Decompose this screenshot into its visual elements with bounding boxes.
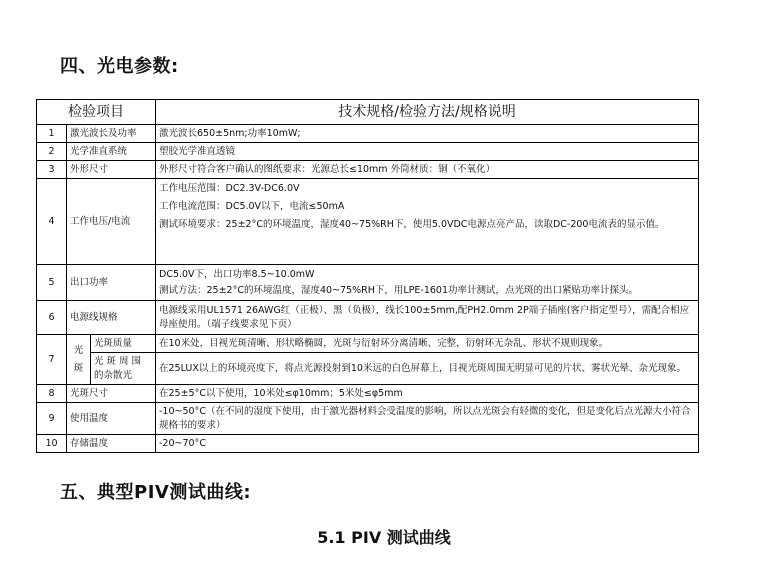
table-row (37, 385, 699, 403)
row-spec: 塑胶光学准直透镜 (156, 143, 699, 161)
row-spec: -20~70°C (156, 435, 699, 453)
row-subitem: 光斑质量 (91, 335, 156, 353)
section-4-title: 四、光电参数: (60, 56, 179, 77)
table-row (37, 435, 699, 453)
row-spec (156, 265, 699, 301)
spec-text: 电源线采用UL1571 26AWG红（正极）、黑（负极），线长100±5mm,配PH2.0mm 2P端子插座(客户指定型号），需配合相应母座使用。（端子线要求见下页） (159, 304, 690, 330)
row-spec (156, 403, 699, 435)
row-item: 存储温度 (67, 435, 156, 453)
row-item: 使用温度 (67, 403, 156, 435)
row-item: 工作电压/电流 (67, 179, 156, 265)
row-spec: 外形尺寸符合客户确认的图纸要求：光源总长≤10mm 外筒材质：铜（不氧化） (156, 161, 699, 179)
table-row (37, 353, 699, 385)
row-number: 10 (37, 435, 67, 453)
row-number: 3 (37, 161, 67, 179)
row-number: 1 (37, 125, 67, 143)
row-spec (156, 301, 699, 335)
spec-line: 测试方法：25±2°C的环境温度，湿度40~75%RH下，用LPE-1601功率计测试，点光斑的出口紧贴功率计探头。 (159, 284, 639, 296)
header-spec: 技术规格/检验方法/规格说明 (156, 100, 699, 125)
row-item: 光斑尺寸 (67, 385, 156, 403)
row-spec: 在10米处，目视光斑清晰、形状略椭圆，光斑与衍射环分离清晰、完整，衍射环无杂乱、形状不规则现象。 (156, 335, 699, 353)
group-text: 光斑 (73, 344, 84, 374)
spec-line: 工作电压范围：DC2.3V-DC6.0V (159, 183, 300, 194)
spec-line: 工作电流范围：DC5.0V以下，电流≤50mA (159, 201, 345, 212)
row-item: 光学准直系统 (67, 143, 156, 161)
row-group-label (67, 335, 91, 385)
row-item: 出口功率 (67, 265, 156, 301)
row-number: 4 (37, 179, 67, 265)
row-spec (156, 353, 699, 385)
row-number: 6 (37, 301, 67, 335)
row-item: 电源线规格 (67, 301, 156, 335)
section-5-1-title: 5.1 PIV 测试曲线 (317, 528, 451, 547)
row-spec: 激光波长650±5nm;功率10mW; (156, 125, 699, 143)
table-row (37, 335, 699, 353)
table-row (37, 125, 699, 143)
row-spec (156, 179, 699, 265)
table-row (37, 179, 699, 265)
section-5-title: 五、典型PIV测试曲线: (60, 482, 252, 503)
spec-text: -10~50°C（在不同的湿度下使用，由于激光器材料会受温度的影响，所以点光斑会有轻微的变化，但是变化后点光源大小符合规格书的要求） (159, 405, 691, 431)
table-row (37, 143, 699, 161)
table-row (37, 265, 699, 301)
header-item: 检验项目 (37, 100, 156, 125)
table-row (37, 161, 699, 179)
table-row (37, 301, 699, 335)
row-spec: 在25±5°C以下使用，10米处≤φ10mm；5米处≤φ5mm (156, 385, 699, 403)
row-item: 外形尺寸 (67, 161, 156, 179)
optoelectronic-parameters-table (36, 99, 699, 453)
row-number: 2 (37, 143, 67, 161)
row-number: 7 (37, 335, 67, 385)
table-header-row (37, 100, 699, 125)
row-number: 5 (37, 265, 67, 301)
table-row (37, 403, 699, 435)
spec-line: DC5.0V下，出口功率8.5~10.0mW (159, 268, 315, 280)
spec-text: 在25LUX以上的环境亮度下，将点光源投射到10米远的白色屏幕上，目视光斑周围无明显可见的片状、雾状光晕、杂光现象。 (159, 362, 686, 374)
row-item: 激光波长及功率 (67, 125, 156, 143)
spec-line: 测试环境要求：25±2°C的环境温度，湿度40~75%RH下，使用5.0VDC电源点亮产品，读取DC-200电流表的显示值。 (159, 219, 665, 230)
row-subitem: 光 斑 周 围 的杂散光 (91, 353, 156, 385)
row-number: 9 (37, 403, 67, 435)
row-number: 8 (37, 385, 67, 403)
